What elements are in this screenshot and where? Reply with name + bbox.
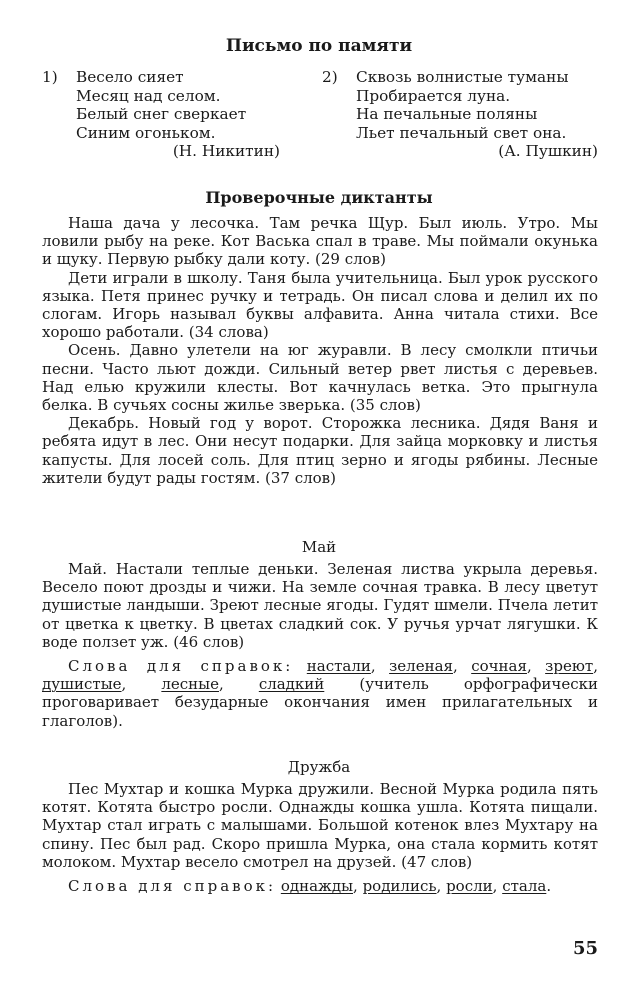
reference-word: зеленая (389, 657, 453, 676)
reference-word: сладкий (258, 675, 325, 694)
poem-nikitin (42, 68, 282, 161)
reference-word: душистые (42, 675, 122, 694)
poem-line: Весело сияет (76, 68, 184, 86)
dictation-text: Наша дача у лесочка. Там речка Щур. Был июль. Утро. Мы ловили рыбу на реке. Кот Васька спал в траве. Мы поймали окунька и щуку. Первую рыбку дали коту. (29 слов) (42, 214, 598, 269)
poem-number: 2) (322, 68, 338, 86)
poem-line: Синим огоньком. (76, 123, 216, 142)
poem-number: 1) (42, 68, 58, 86)
reference-label: Слова для справок: (68, 877, 277, 896)
reference-word: сочная (471, 657, 527, 676)
reference-label: Слова для справок: (68, 657, 294, 676)
section-title: Письмо по памяти (225, 36, 413, 56)
reference-note: (учитель орфографически проговаривает безударные окончания имен прилагательных и глаголов). (42, 675, 598, 730)
reference-word: зреют (545, 657, 594, 676)
dictation-text: Дети играли в школу. Таня была учительница. Был урок русского языка. Петя принес ручку и тетрадь. Он писал слова и делил их по слогам. Игорь называл буквы алфавита. Анна читала стихи. Все хорошо работали. (34 слова) (42, 268, 598, 342)
friendship-block (42, 780, 598, 895)
poem-line: Льет печальный свет она. (356, 123, 567, 142)
poem-line: Пробирается луна. (356, 86, 511, 105)
dictations-title: Проверочные диктанты (205, 188, 433, 207)
page-number: 55 (572, 938, 598, 959)
poem-author: (А. Пушкин) (498, 142, 598, 160)
friendship-reference-words: Слова для справок: однажды, родились, росли, стала. (68, 877, 552, 896)
reference-word: однажды (280, 877, 354, 896)
may-reference-words: Слова для справок: настали, зеленая, сочная, зреют, душистые, лесные, сладкий (учитель орфографически проговаривает безударные окончания имен прилагательных и глаголов). (42, 657, 598, 730)
reference-word: росли (446, 877, 493, 896)
dictation-text: Осень. Давно улетели на юг журавли. В лесу смолкли птичьи песни. Часто льют дожди. Сильный ветер рвет листья с деревьев. Над елью кружили клесты. Вот качнулась ветка. Это прыгнула белка. В сучьях сосны жилье зверька. (35 слов) (42, 341, 598, 415)
reference-word: настали (306, 657, 371, 676)
may-block (42, 560, 598, 730)
friendship-title: Дружба (287, 758, 351, 776)
poem-line: Сквозь волнистые туманы (356, 68, 569, 86)
reference-word: лесные (161, 675, 219, 694)
poem-pushkin (322, 68, 600, 161)
reference-word: стала (502, 877, 547, 896)
dictations-block (42, 214, 598, 487)
dictation-text: Декабрь. Новый год у ворот. Сторожка лесника. Дядя Ваня и ребята идут в лес. Они несут подарки. Для зайца морковку и листья капусты. Для лосей соль. Для птиц зерно и ягоды рябины. Лесные жители будут рады гостям. (37 слов) (42, 414, 598, 487)
poem-author: (Н. Никитин) (172, 142, 280, 160)
may-text: Май. Настали теплые деньки. Зеленая листва укрыла деревья. Весело поют дрозды и чижи. На земле сочная травка. В лесу цветут душистые ландыши. Зреют лесные ягоды. Гудят шмели. Пчела летит от цветка к цветку. В цветах сладкий сок. У ручья урчат лягушки. К воде ползет уж. (46 слов) (42, 560, 598, 651)
poem-line: На печальные поляны (356, 105, 538, 123)
poem-line: Месяц над селом. (76, 86, 221, 105)
friendship-text: Пес Мухтар и кошка Мурка дружили. Весной Мурка родила пять котят. Котята быстро росли. Однажды кошка ушла. Котята пищали. Мухтар стал играть с малышами. Большой котенок влез Мухтару на спину. Пес был рад. Скоро пришла Мурка, она стала кормить котят молоком. Мухтар весело смотрел на друзей. (47 слов) (42, 780, 598, 871)
poem-line: Белый снег сверкает (76, 105, 247, 123)
reference-word: родились (362, 877, 437, 896)
may-title: Май (301, 538, 337, 556)
